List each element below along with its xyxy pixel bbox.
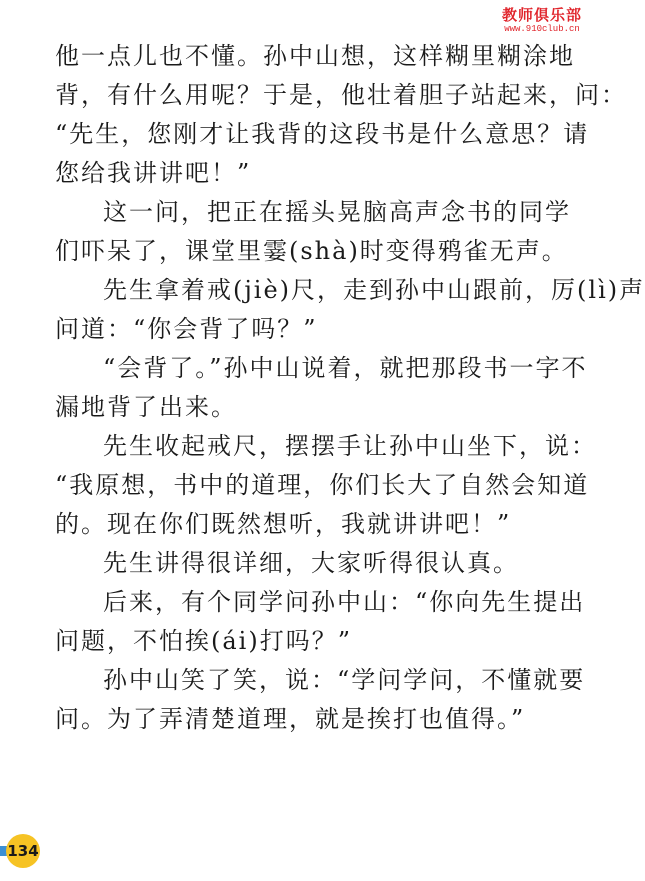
body-text (55, 37, 645, 739)
page-number: 134 (6, 834, 40, 868)
text-line: 问题，不怕挨(ái)打吗？” (55, 627, 352, 655)
text-line: 们吓呆了，课堂里霎(shà)时变得鸦雀无声。 (55, 237, 568, 265)
text-line: 孙中山笑了笑，说：“学问学问，不懂就要 (103, 666, 586, 694)
text-line: 背，有什么用呢？于是，他壮着胆子站起来，问： (55, 81, 627, 109)
paragraph (55, 193, 570, 271)
text-line: 漏地背了出来。 (55, 393, 237, 421)
watermark-logo (494, 6, 590, 40)
paragraph (55, 37, 627, 193)
text-line: 您给我讲讲吧！” (55, 159, 252, 187)
text-line: “会背了。”孙中山说着，就把那段书一字不 (103, 354, 588, 382)
text-line: 先生拿着戒(jiè)尺，走到孙中山跟前，厉(lì)声 (103, 276, 645, 304)
paragraph (55, 544, 570, 583)
paragraph (55, 661, 586, 739)
paragraph (55, 583, 586, 661)
text-line: “我原想，书中的道理，你们长大了自然会知道 (55, 471, 590, 499)
paragraph (55, 271, 645, 349)
watermark-title: 教师俱乐部 (501, 6, 582, 24)
text-line: 他一点儿也不懂。孙中山想，这样糊里糊涂地 (55, 42, 575, 70)
paragraph (55, 427, 597, 544)
paragraph (55, 349, 588, 427)
text-line: 问。为了弄清楚道理，就是挨打也值得。” (55, 705, 526, 733)
text-line: 先生讲得很详细，大家听得很认真。 (103, 549, 519, 577)
text-line: 的。现在你们既然想听，我就讲讲吧！” (55, 510, 512, 538)
text-line: 后来，有个同学问孙中山：“你向先生提出 (103, 588, 586, 616)
text-line: 问道：“你会背了吗？” (55, 315, 318, 343)
watermark-url: www.910club.cn (504, 24, 580, 34)
text-line: 这一问，把正在摇头晃脑高声念书的同学 (103, 198, 571, 226)
text-line: 先生收起戒尺，摆摆手让孙中山坐下，说： (103, 432, 597, 460)
text-line: “先生，您刚才让我背的这段书是什么意思？请 (55, 120, 590, 148)
